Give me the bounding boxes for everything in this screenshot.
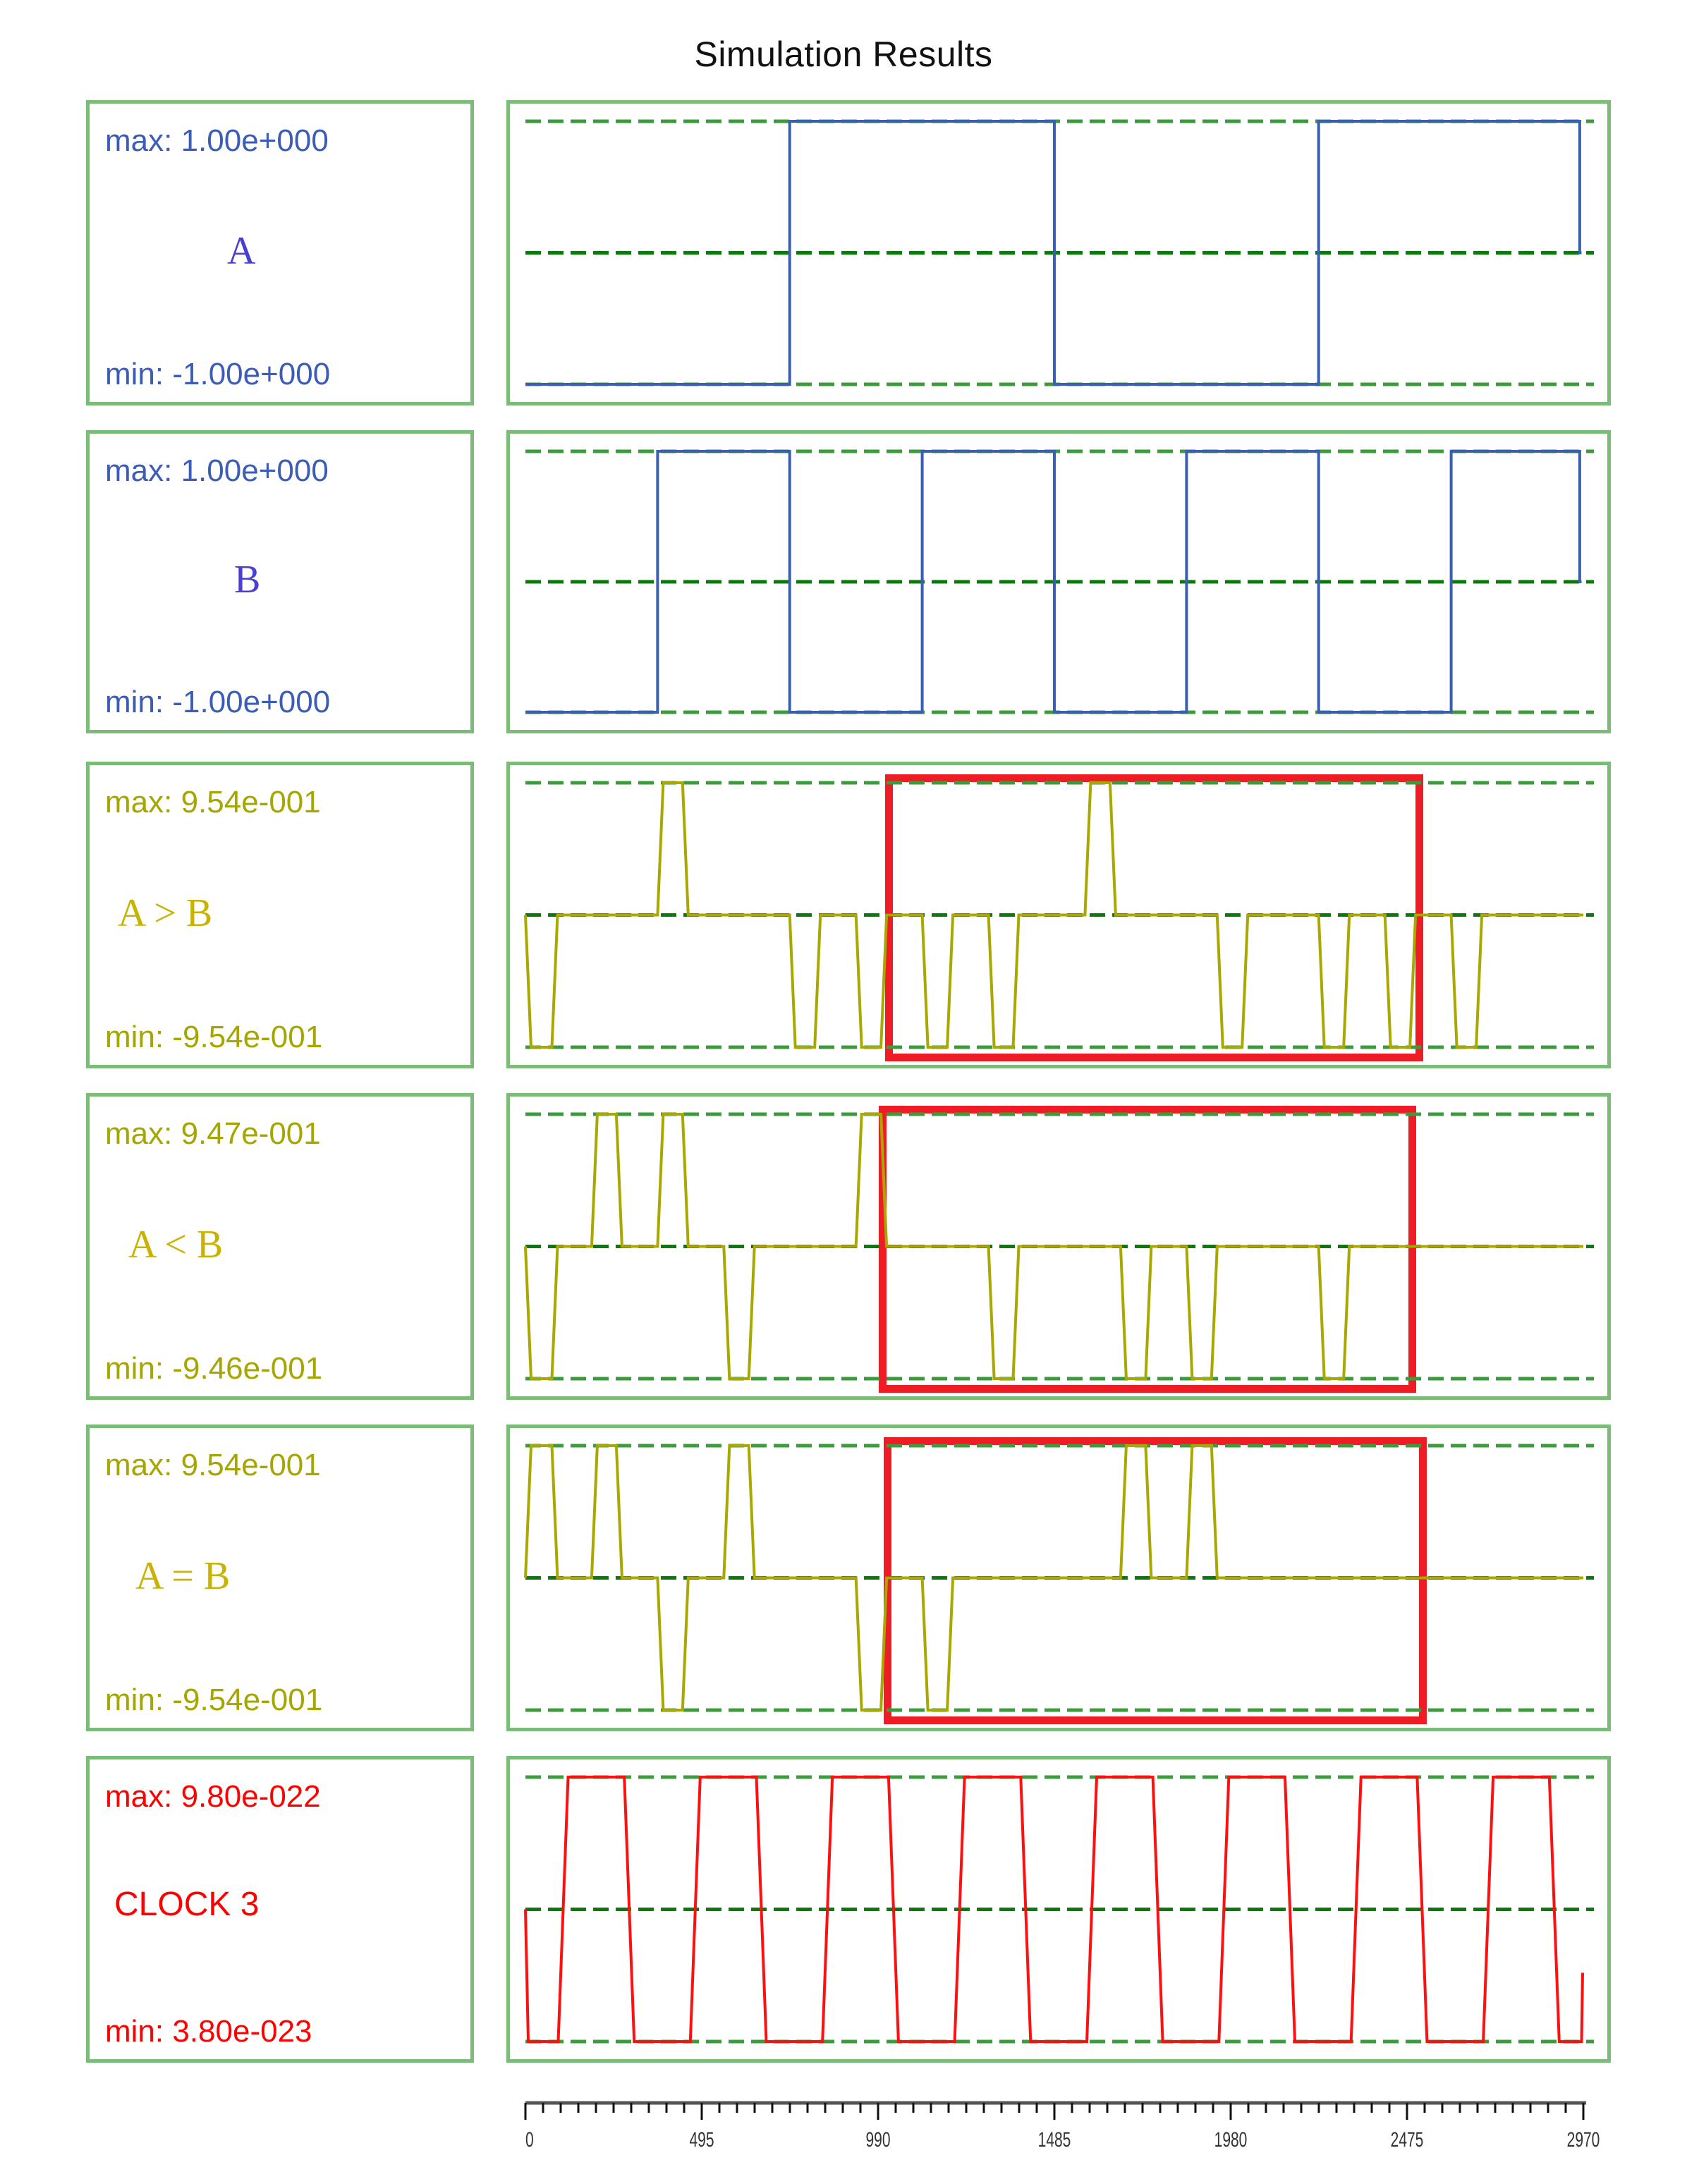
signal-name: A = B bbox=[135, 1554, 231, 1598]
signal-name: A < B bbox=[128, 1222, 224, 1267]
signal-max-label: max: 9.54e-001 bbox=[105, 1448, 321, 1482]
x-tick-label: 0 bbox=[525, 2128, 534, 2151]
x-tick-label: 2475 bbox=[1390, 2128, 1424, 2151]
signal-max-label: max: 9.54e-001 bbox=[105, 785, 321, 819]
signal-name: A bbox=[227, 228, 256, 273]
signal-min-label: min: -1.00e+000 bbox=[105, 357, 331, 391]
x-tick-label: 2970 bbox=[1566, 2128, 1600, 2151]
signal-min-label: min: -9.54e-001 bbox=[105, 1020, 323, 1054]
page-title: Simulation Results bbox=[694, 35, 993, 74]
signal-max-label: max: 9.47e-001 bbox=[105, 1116, 321, 1151]
x-tick-label: 495 bbox=[689, 2128, 714, 2151]
signal-max-label: max: 1.00e+000 bbox=[105, 453, 329, 488]
signal-name: A > B bbox=[118, 891, 213, 935]
signal-min-label: min: -9.54e-001 bbox=[105, 1683, 323, 1717]
x-tick-label: 1485 bbox=[1037, 2128, 1071, 2151]
signal-min-label: min: -9.46e-001 bbox=[105, 1351, 323, 1386]
x-tick-label: 990 bbox=[865, 2128, 891, 2151]
signal-min-label: min: 3.80e-023 bbox=[105, 2014, 312, 2049]
signal-name: B bbox=[234, 558, 261, 602]
signal-name: CLOCK 3 bbox=[114, 1885, 260, 1923]
signal-min-label: min: -1.00e+000 bbox=[105, 685, 331, 719]
signal-max-label: max: 9.80e-022 bbox=[105, 1779, 321, 1814]
x-tick-label: 1980 bbox=[1214, 2128, 1248, 2151]
signal-max-label: max: 1.00e+000 bbox=[105, 123, 329, 158]
